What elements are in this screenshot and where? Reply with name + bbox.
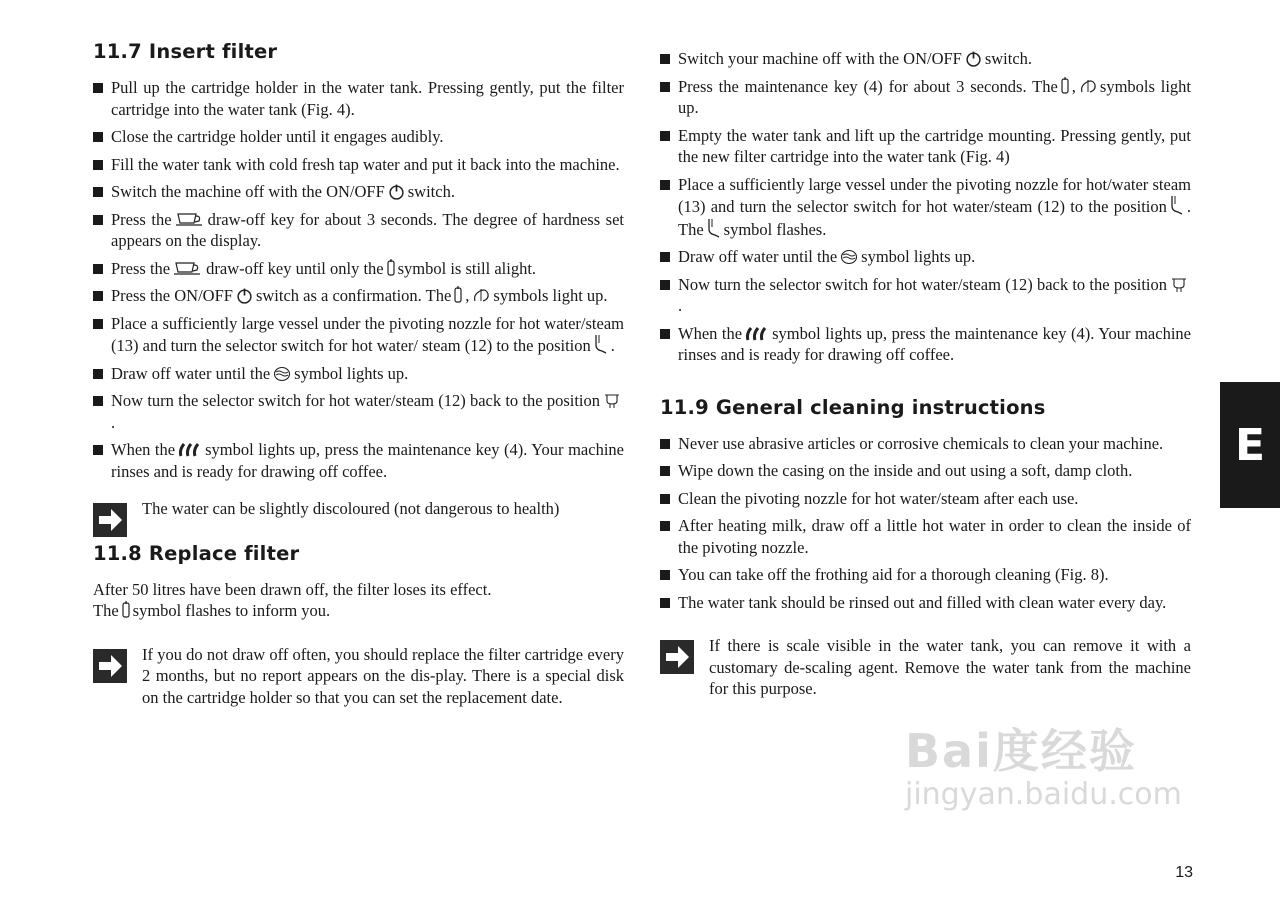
list-item: Pull up the cartridge holder in the water tank. Pressing gently, put the filter cartridge into the water tank (Fig. 4). <box>93 77 624 120</box>
list-item: Place a sufficiently large vessel under the pivoting nozzle for hot water/steam (13) and turn the selector switch for hot water/ steam (12) to the position . <box>93 313 624 357</box>
list-item: After heating milk, draw off a little hot water in order to clean the inside of the pivoting nozzle. <box>660 515 1191 558</box>
language-tab: E <box>1220 382 1280 508</box>
list-item: Press the ON/OFF switch as a confirmation. The , symbols light up. <box>93 285 624 307</box>
list-item: When the symbol lights up, press the maintenance key (4). Your machine rinses and is ready for drawing off coffee. <box>660 323 1191 366</box>
section-heading-insert-filter: 11.7 Insert filter <box>93 40 278 63</box>
list-item: Wipe down the casing on the inside and out using a soft, damp cloth. <box>660 460 1191 482</box>
note-descaling: If there is scale visible in the water tank, you can remove it with a customary de-scaling agent. Remove the water tank from the machine for this purpose. <box>660 635 1191 700</box>
filter-icon <box>454 286 462 304</box>
power-icon <box>388 183 405 200</box>
rinse-icon <box>178 442 202 458</box>
power-icon <box>236 287 253 304</box>
list-item: Close the cartridge holder until it engages audibly. <box>93 126 624 148</box>
rinse-icon <box>745 326 769 342</box>
filter-icon <box>387 259 395 277</box>
arrow-note-icon <box>93 503 127 537</box>
section-heading-replace-filter: 11.8 Replace filter <box>93 541 300 565</box>
cleaning-instructions <box>660 433 1191 614</box>
section-heading-general-cleaning: 11.9 General cleaning instructions <box>660 395 1046 419</box>
list-item: Fill the water tank with cold fresh tap water and put it back into the machine. <box>93 154 624 176</box>
tap-icon <box>1079 77 1097 95</box>
list-item: You can take off the frothing aid for a thorough cleaning (Fig. 8). <box>660 564 1191 586</box>
replace-filter-steps <box>660 48 1191 366</box>
tap-icon <box>472 286 490 304</box>
list-item: Clean the pivoting nozzle for hot water/steam after each use. <box>660 488 1191 510</box>
list-item: Press the draw-off key for about 3 seconds. The degree of hardness set appears on the display. <box>93 209 624 252</box>
watermark-logo: Bai度经验 <box>905 724 1137 778</box>
insert-filter-steps <box>93 77 624 482</box>
watermark <box>905 715 1182 812</box>
list-item: The water tank should be rinsed out and filled with clean water every day. <box>660 592 1191 614</box>
list-item: Press the draw-off key until only the symbol is still alight. <box>93 258 624 280</box>
right-column <box>660 48 1191 700</box>
list-item: Draw off water until the symbol lights up. <box>93 363 624 385</box>
hot-water-nozzle-icon <box>1170 195 1184 215</box>
replace-filter-text: The symbol flashes to inform you. <box>93 601 331 620</box>
list-item: Now turn the selector switch for hot water/steam (12) back to the position. <box>93 390 624 433</box>
list-item: Draw off water until the symbol lights up. <box>660 246 1191 268</box>
hot-water-nozzle-icon <box>707 218 721 238</box>
list-item: When the symbol lights up, press the maintenance key (4). Your machine rinses and is ready for drawing off coffee. <box>93 439 624 482</box>
list-item: Switch the machine off with the ON/OFF switch. <box>93 181 624 203</box>
list-item: Place a sufficiently large vessel under the pivoting nozzle for hot/water steam (13) and turn the selector switch for hot water/steam (12) to the position . The symbol flashes. <box>660 174 1191 241</box>
list-item: Never use abrasive articles or corrosive chemicals to clean your machine. <box>660 433 1191 455</box>
note-discoloured: The water can be slightly discoloured (not dangerous to health) <box>93 498 624 520</box>
page-number: 13 <box>1175 864 1193 881</box>
list-item: Switch your machine off with the ON/OFF switch. <box>660 48 1191 70</box>
cup-icon <box>175 210 205 228</box>
list-item: Empty the water tank and lift up the cartridge mounting. Pressing gently, put the new filter cartridge into the water tank (Fig. 4) <box>660 125 1191 168</box>
power-icon <box>965 50 982 67</box>
note-replace-interval: If you do not draw off often, you should replace the filter cartridge every 2 months, but no report appears on the dis-play. There is a special disk on the cartridge holder so that you can set the replacement date. <box>93 644 624 709</box>
watermark-url: jingyan.baidu.com <box>905 777 1182 812</box>
filter-icon <box>1061 77 1069 95</box>
coffee-position-icon <box>1170 277 1188 293</box>
arrow-note-icon <box>660 640 694 674</box>
coffee-position-icon <box>603 393 621 409</box>
replace-filter-text: After 50 litres have been drawn off, the filter loses its effect. <box>93 579 492 599</box>
list-item: Now turn the selector switch for hot water/steam (12) back to the position. <box>660 274 1191 317</box>
left-column <box>93 40 624 708</box>
hot-water-nozzle-icon <box>594 334 608 354</box>
water-tank-icon <box>840 249 858 265</box>
arrow-note-icon <box>93 649 127 683</box>
cup-icon <box>173 259 203 277</box>
filter-icon <box>122 601 130 619</box>
water-tank-icon <box>273 366 291 382</box>
list-item: Press the maintenance key (4) for about 3 seconds. The , symbols light up. <box>660 76 1191 119</box>
